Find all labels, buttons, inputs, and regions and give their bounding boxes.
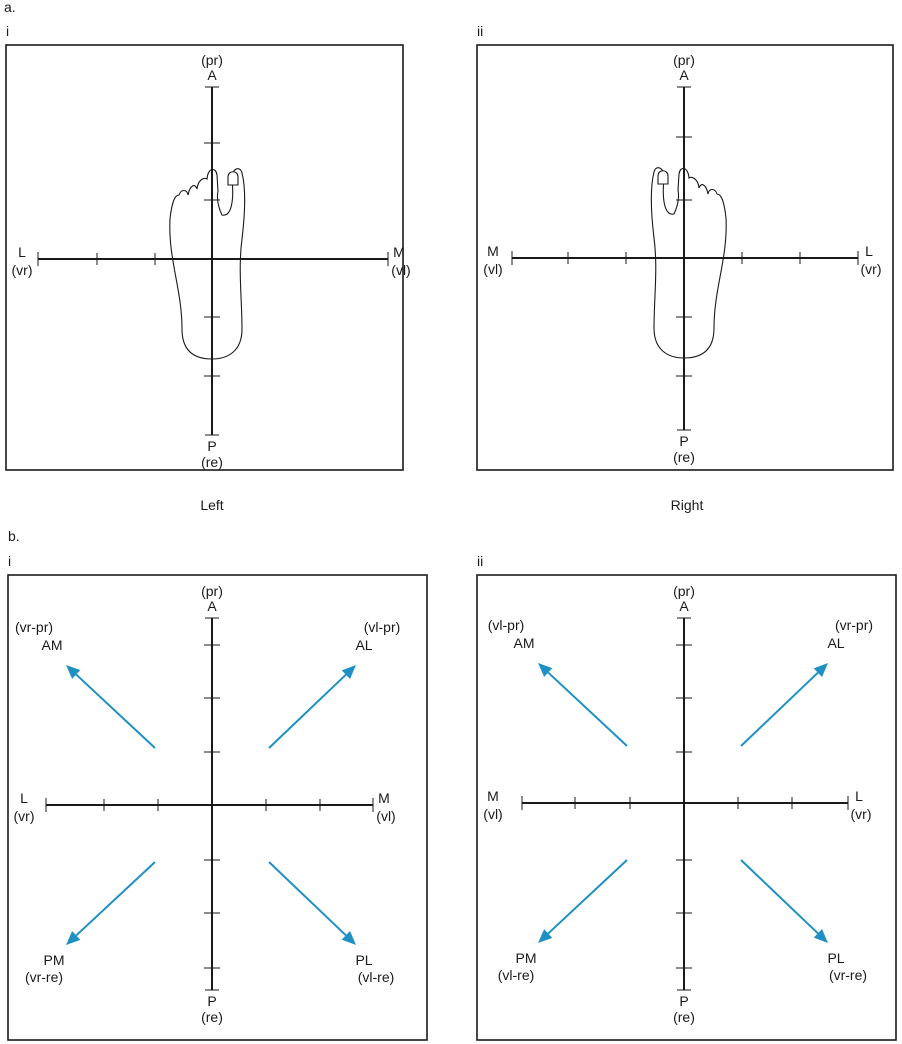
side-label-right: Right (670, 497, 704, 513)
section-label-a: a. (4, 0, 16, 15)
label-right-sub: (vr) (850, 806, 872, 822)
label-bottom-sub: (re) (201, 1009, 223, 1025)
panel-a-ii (477, 23, 893, 513)
panel-numeral: i (6, 23, 10, 39)
arrow-label-tr: AL (827, 635, 845, 651)
label-left: M (487, 788, 499, 804)
arrow-sub-tl: (vr-pr) (14, 619, 54, 635)
panels (6, 23, 896, 1040)
arrow-sub-bl: (vl-re) (497, 967, 535, 983)
arrow-sub-tr: (vl-pr) (363, 619, 401, 635)
arrow-label-tr: AL (355, 637, 373, 653)
label-bottom: P (679, 993, 689, 1009)
direction-arrow-al (741, 663, 828, 746)
direction-arrow-pl (741, 860, 828, 943)
label-left: L (20, 790, 28, 806)
arrow-label-bl: PM (515, 950, 537, 966)
arrow-sub-bl: (vr-re) (24, 969, 64, 985)
direction-arrow-pl (269, 862, 356, 945)
label-right-sub: (vl) (391, 262, 411, 278)
label-left: M (487, 243, 499, 259)
direction-arrow-al (269, 665, 356, 748)
panel-numeral: i (8, 553, 12, 569)
foot-outline (651, 168, 726, 358)
label-left-sub: (vl) (483, 806, 503, 822)
direction-arrow-pm (66, 862, 155, 945)
panel-numeral: ii (477, 23, 484, 39)
label-bottom-sub: (re) (201, 454, 223, 470)
label-left: L (18, 244, 26, 260)
section-label-b: b. (8, 528, 20, 544)
label-right: L (865, 243, 873, 259)
label-bottom: P (207, 438, 217, 454)
label-left-sub: (vr) (11, 262, 33, 278)
label-top: A (679, 598, 689, 614)
arrow-label-bl: PM (43, 952, 65, 968)
label-bottom: P (207, 993, 217, 1009)
label-right: M (378, 790, 390, 806)
label-top-sub: (pr) (673, 583, 695, 599)
panel-b-ii (477, 553, 896, 1040)
panel-numeral: ii (477, 553, 484, 569)
panel-a-i (6, 23, 411, 513)
arrow-sub-tr: (vr-pr) (834, 617, 874, 633)
label-right: M (393, 244, 405, 260)
label-bottom: P (679, 433, 689, 449)
label-left-sub: (vr) (13, 808, 35, 824)
label-top-sub: (pr) (201, 583, 223, 599)
direction-arrow-am (538, 663, 627, 746)
label-top: A (207, 598, 217, 614)
arrow-sub-br: (vr-re) (828, 967, 868, 983)
direction-arrow-pm (538, 860, 627, 943)
label-top: A (207, 67, 217, 83)
panel-b-i (8, 553, 427, 1040)
label-bottom-sub: (re) (673, 449, 695, 465)
label-right-sub: (vl) (376, 808, 396, 824)
label-right: L (855, 788, 863, 804)
label-right-sub: (vr) (860, 261, 882, 277)
arrow-sub-tl: (vl-pr) (487, 617, 525, 633)
side-label-left: Left (200, 497, 224, 513)
arrow-label-br: PL (827, 950, 845, 966)
arrow-label-tl: AM (41, 637, 63, 653)
label-bottom-sub: (re) (673, 1009, 695, 1025)
arrow-sub-br: (vl-re) (357, 969, 395, 985)
arrow-label-br: PL (355, 952, 373, 968)
foot-outline (170, 169, 245, 359)
label-left-sub: (vl) (483, 261, 503, 277)
label-top: A (679, 67, 689, 83)
label-top-sub: (pr) (673, 52, 695, 68)
direction-arrow-am (66, 665, 155, 748)
arrow-label-tl: AM (513, 635, 535, 651)
label-top-sub: (pr) (201, 52, 223, 68)
